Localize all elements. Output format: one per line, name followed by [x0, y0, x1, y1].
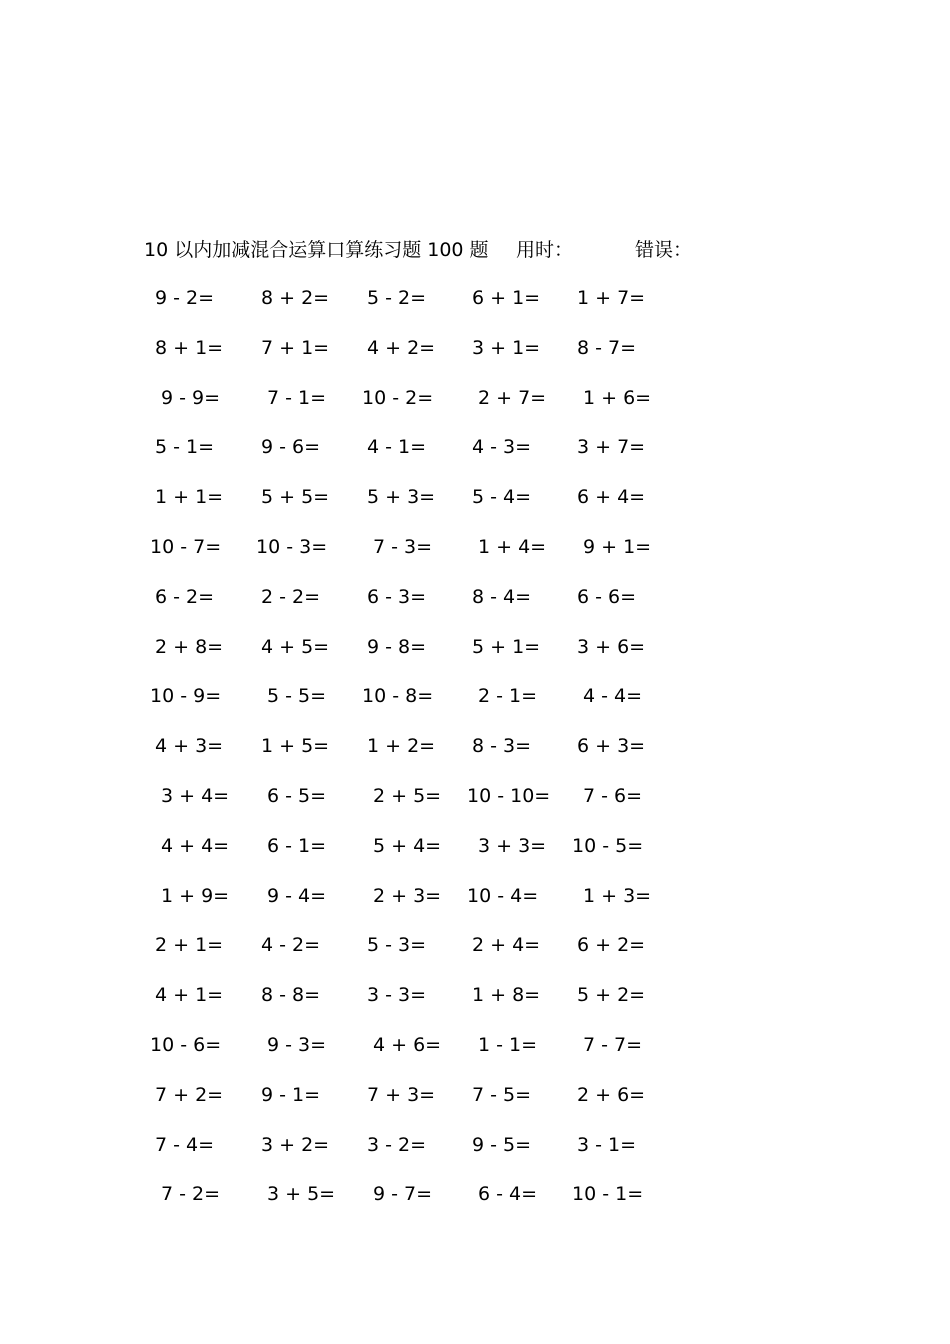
- problem-row: [150, 432, 710, 482]
- math-problem: 10 - 4=: [467, 884, 539, 907]
- math-problem: 4 + 2=: [367, 336, 436, 359]
- math-problem: 1 + 8=: [472, 984, 541, 1007]
- problem-row: [150, 383, 710, 433]
- math-problem: 5 - 3=: [367, 934, 427, 957]
- math-problem: 7 + 2=: [155, 1083, 224, 1106]
- math-problem: 3 + 4=: [161, 784, 230, 807]
- math-problem: 3 + 7=: [577, 436, 646, 459]
- math-problem: 10 - 1=: [572, 1183, 644, 1206]
- math-problem: 2 + 4=: [472, 934, 541, 957]
- math-problem: 1 + 5=: [261, 735, 330, 758]
- math-problem: 1 + 1=: [155, 486, 224, 509]
- math-problem: 9 - 9=: [161, 386, 221, 409]
- math-problem: 9 - 8=: [367, 635, 427, 658]
- math-problem: 3 - 2=: [367, 1133, 427, 1156]
- math-problem: 8 - 3=: [472, 735, 532, 758]
- math-problem: 8 + 1=: [155, 336, 224, 359]
- math-problem: 2 + 8=: [155, 635, 224, 658]
- math-problem: 7 - 3=: [373, 535, 433, 558]
- problem-row: [150, 781, 710, 831]
- math-problem: 4 - 2=: [261, 934, 321, 957]
- math-problem: 10 - 10=: [467, 784, 551, 807]
- math-problem: 4 - 4=: [583, 685, 643, 708]
- math-problem: 3 + 6=: [577, 635, 646, 658]
- math-problem: 1 + 4=: [478, 535, 547, 558]
- math-problem: 5 + 5=: [261, 486, 330, 509]
- math-problem: 3 + 3=: [478, 834, 547, 857]
- problem-row: [150, 283, 710, 333]
- math-problem: 1 + 6=: [583, 386, 652, 409]
- math-problem: 7 - 7=: [583, 1033, 643, 1056]
- problem-row: [150, 632, 710, 682]
- math-problem: 4 + 6=: [373, 1033, 442, 1056]
- math-problem: 10 - 8=: [362, 685, 434, 708]
- math-problem: 5 + 3=: [367, 486, 436, 509]
- math-problem: 2 - 2=: [261, 585, 321, 608]
- math-problem: 7 - 1=: [267, 386, 327, 409]
- problem-row: [150, 1030, 710, 1080]
- math-problem: 10 - 6=: [150, 1033, 222, 1056]
- math-problem: 9 - 6=: [261, 436, 321, 459]
- math-problem: 3 - 1=: [577, 1133, 637, 1156]
- math-problem: 7 - 4=: [155, 1133, 215, 1156]
- problem-row: [150, 1080, 710, 1130]
- problem-row: [150, 831, 710, 881]
- math-problem: 10 - 2=: [362, 386, 434, 409]
- math-problem: 6 - 5=: [267, 784, 327, 807]
- math-problem: 9 + 1=: [583, 535, 652, 558]
- problem-row: [150, 333, 710, 383]
- math-problem: 5 - 1=: [155, 436, 215, 459]
- math-problem: 7 - 5=: [472, 1083, 532, 1106]
- math-problem: 8 - 7=: [577, 336, 637, 359]
- time-used-label: 用时：: [516, 239, 574, 261]
- math-problem: 6 + 3=: [577, 735, 646, 758]
- math-problem: 7 - 6=: [583, 784, 643, 807]
- math-problem: 5 + 4=: [373, 834, 442, 857]
- math-problem: 6 - 2=: [155, 585, 215, 608]
- math-problem: 1 + 9=: [161, 884, 230, 907]
- math-problem: 6 + 4=: [577, 486, 646, 509]
- problem-row: [150, 482, 710, 532]
- math-problem: 5 - 5=: [267, 685, 327, 708]
- math-problem: 8 - 8=: [261, 984, 321, 1007]
- math-problem: 4 - 1=: [367, 436, 427, 459]
- math-problem: 9 - 3=: [267, 1033, 327, 1056]
- math-problem: 3 + 1=: [472, 336, 541, 359]
- math-problem: 7 + 3=: [367, 1083, 436, 1106]
- math-problem: 7 - 2=: [161, 1183, 221, 1206]
- math-problem: 2 + 6=: [577, 1083, 646, 1106]
- problem-row: [150, 1179, 710, 1229]
- worksheet-title: 10 以内加减混合运算口算练习题 100 题: [144, 239, 489, 261]
- math-problem: 9 - 1=: [261, 1083, 321, 1106]
- math-problem: 4 + 1=: [155, 984, 224, 1007]
- math-problem: 10 - 3=: [256, 535, 328, 558]
- math-problem: 8 - 4=: [472, 585, 532, 608]
- math-problem: 2 + 3=: [373, 884, 442, 907]
- problem-row: [150, 681, 710, 731]
- math-problem: 9 - 5=: [472, 1133, 532, 1156]
- math-problem: 9 - 2=: [155, 287, 215, 309]
- math-problem: 10 - 5=: [572, 834, 644, 857]
- math-problem: 7 + 1=: [261, 336, 330, 359]
- math-problem: 9 - 7=: [373, 1183, 433, 1206]
- math-problem: 6 - 4=: [478, 1183, 538, 1206]
- problem-grid: [150, 283, 710, 1229]
- math-problem: 2 + 7=: [478, 386, 547, 409]
- problem-row: [150, 731, 710, 781]
- math-problem: 2 - 1=: [478, 685, 538, 708]
- math-problem: 3 + 5=: [267, 1183, 336, 1206]
- math-problem: 6 - 6=: [577, 585, 637, 608]
- math-problem: 10 - 9=: [150, 685, 222, 708]
- problem-row: [150, 532, 710, 582]
- math-problem: 3 - 3=: [367, 984, 427, 1007]
- math-problem: 5 - 2=: [367, 287, 427, 309]
- problem-row: [150, 980, 710, 1030]
- math-problem: 6 - 1=: [267, 834, 327, 857]
- worksheet-header: [144, 236, 764, 264]
- math-problem: 2 + 5=: [373, 784, 442, 807]
- math-problem: 5 + 1=: [472, 635, 541, 658]
- math-problem: 3 + 2=: [261, 1133, 330, 1156]
- math-problem: 6 + 1=: [472, 287, 541, 309]
- errors-label: 错误：: [635, 239, 693, 261]
- math-problem: 5 - 4=: [472, 486, 532, 509]
- math-problem: 4 - 3=: [472, 436, 532, 459]
- math-problem: 6 - 3=: [367, 585, 427, 608]
- math-problem: 4 + 4=: [161, 834, 230, 857]
- problem-row: [150, 582, 710, 632]
- math-problem: 1 + 7=: [577, 287, 646, 309]
- math-problem: 4 + 3=: [155, 735, 224, 758]
- math-problem: 5 + 2=: [577, 984, 646, 1007]
- math-problem: 1 - 1=: [478, 1033, 538, 1056]
- math-problem: 9 - 4=: [267, 884, 327, 907]
- math-problem: 2 + 1=: [155, 934, 224, 957]
- math-problem: 1 + 2=: [367, 735, 436, 758]
- math-problem: 10 - 7=: [150, 535, 222, 558]
- math-problem: 8 + 2=: [261, 287, 330, 309]
- problem-row: [150, 881, 710, 931]
- math-problem: 1 + 3=: [583, 884, 652, 907]
- problem-row: [150, 930, 710, 980]
- math-problem: 6 + 2=: [577, 934, 646, 957]
- math-problem: 4 + 5=: [261, 635, 330, 658]
- problem-row: [150, 1130, 710, 1180]
